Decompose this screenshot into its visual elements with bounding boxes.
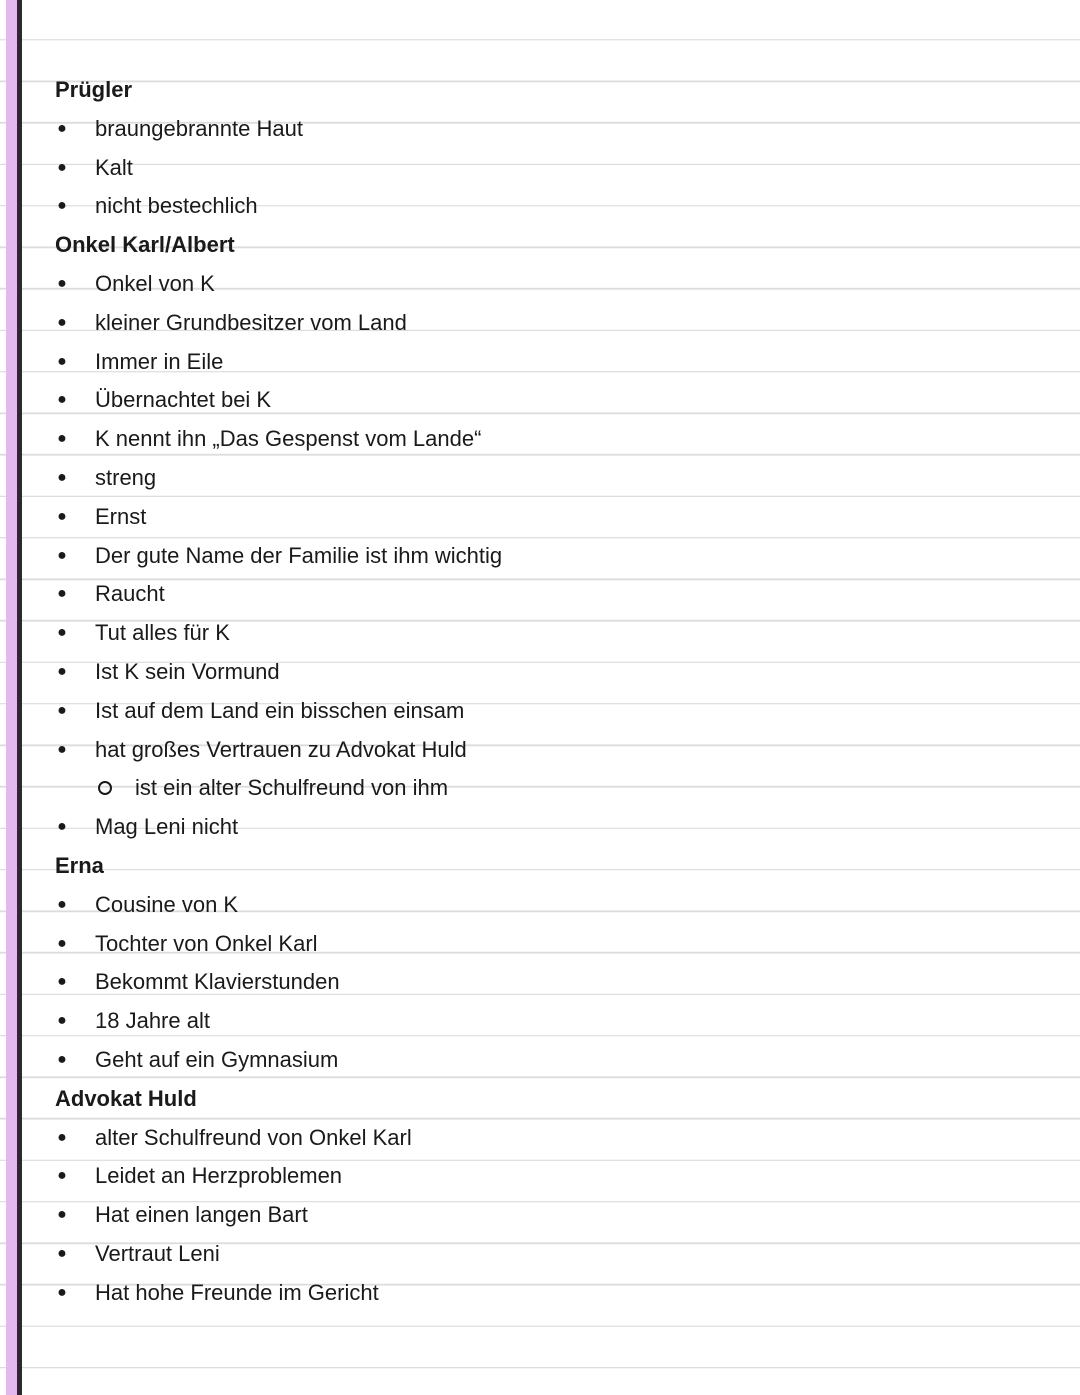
bullet-dot-icon: ● (57, 701, 67, 719)
bullet-item (55, 459, 1055, 498)
bullet-text: kleiner Grundbesitzer vom Land (95, 309, 407, 335)
bullet-dot-icon: ● (57, 468, 67, 486)
bullet-item (55, 1002, 1055, 1041)
bullet-dot-icon: ● (57, 585, 67, 603)
bullet-dot-icon: ● (57, 934, 67, 952)
bullet-item (55, 731, 1055, 770)
bullet-item (55, 537, 1055, 576)
bullet-item (55, 575, 1055, 614)
bullet-item (55, 925, 1055, 964)
sub-bullet-text: ist ein alter Schulfreund von ihm (135, 775, 449, 801)
bullet-item (55, 653, 1055, 692)
bullet-item (55, 1119, 1055, 1158)
bullet-dot-icon: ● (57, 391, 67, 409)
bullet-dot-icon: ● (57, 313, 67, 331)
bullet-dot-icon: ● (57, 1206, 67, 1224)
bullet-text: hat großes Vertrauen zu Advokat Huld (95, 736, 467, 762)
bullet-text: Hat hohe Freunde im Gericht (95, 1279, 379, 1305)
bullet-text: Mag Leni nicht (95, 814, 239, 840)
bullet-text: K nennt ihn „Das Gespenst vom Lande“ (95, 426, 482, 452)
bullet-item (55, 963, 1055, 1002)
bullet-text: Kalt (95, 154, 133, 180)
bullet-dot-icon: ● (57, 1050, 67, 1068)
bullet-text: Cousine von K (95, 891, 239, 917)
bullet-dot-icon: ● (57, 197, 67, 215)
bullet-text: Ist auf dem Land ein bisschen einsam (95, 697, 465, 723)
bullet-item (55, 149, 1055, 188)
bullet-item (55, 1196, 1055, 1235)
bullet-dot-icon: ● (57, 352, 67, 370)
notes-content (55, 71, 1055, 1313)
sub-bullet-item (55, 769, 1055, 808)
bullet-item (55, 886, 1055, 925)
bullet-text: Immer in Eile (95, 348, 224, 374)
bullet-text: Hat einen langen Bart (95, 1202, 308, 1228)
bullet-text: braungebrannte Haut (95, 115, 303, 141)
bullet-text: Der gute Name der Familie ist ihm wichtig (95, 542, 503, 568)
bullet-item (55, 265, 1055, 304)
bullet-dot-icon: ● (57, 1244, 67, 1262)
bullet-dot-icon: ● (57, 274, 67, 292)
section-heading: Onkel Karl/Albert (55, 232, 235, 258)
bullet-item (55, 381, 1055, 420)
bullet-text: Geht auf ein Gymnasium (95, 1046, 339, 1072)
bullet-text: 18 Jahre alt (95, 1008, 210, 1034)
bullet-text: alter Schulfreund von Onkel Karl (95, 1124, 412, 1150)
bullet-dot-icon: ● (57, 740, 67, 758)
bullet-text: Raucht (95, 581, 165, 607)
bullet-dot-icon: ● (57, 662, 67, 680)
bullet-text: Onkel von K (95, 270, 215, 296)
bullet-dot-icon: ● (57, 895, 67, 913)
margin-line-dark (17, 0, 22, 1395)
bullet-item (55, 808, 1055, 847)
bullet-item (55, 420, 1055, 459)
bullet-dot-icon: ● (57, 973, 67, 991)
bullet-dot-icon: ● (57, 1283, 67, 1301)
bullet-text: Bekommt Klavierstunden (95, 969, 340, 995)
bullet-text: nicht bestechlich (95, 193, 258, 219)
hollow-bullet-icon (98, 781, 112, 795)
bullet-item (55, 1274, 1055, 1313)
bullet-text: Ist K sein Vormund (95, 658, 280, 684)
bullet-text: Vertraut Leni (95, 1240, 220, 1266)
bullet-text: streng (95, 464, 157, 490)
bullet-dot-icon: ● (57, 119, 67, 137)
bullet-item (55, 1041, 1055, 1080)
bullet-item (55, 498, 1055, 537)
bullet-text: Übernachtet bei K (95, 387, 272, 413)
bullet-dot-icon: ● (57, 1012, 67, 1030)
bullet-dot-icon: ● (57, 430, 67, 448)
bullet-dot-icon: ● (57, 546, 67, 564)
bullet-text: Tochter von Onkel Karl (95, 930, 318, 956)
bullet-dot-icon: ● (57, 1167, 67, 1185)
bullet-dot-icon: ● (57, 1128, 67, 1146)
section-heading: Erna (55, 852, 104, 878)
bullet-text: Tut alles für K (95, 620, 230, 646)
bullet-item (55, 692, 1055, 731)
section-heading: Advokat Huld (55, 1085, 197, 1111)
bullet-item (55, 1235, 1055, 1274)
bullet-text: Leidet an Herzproblemen (95, 1163, 343, 1189)
section-heading: Prügler (55, 77, 133, 102)
bullet-item (55, 343, 1055, 382)
bullet-dot-icon: ● (57, 158, 67, 176)
bullet-item (55, 187, 1055, 226)
bullet-item (55, 304, 1055, 343)
bullet-item (55, 1157, 1055, 1196)
bullet-dot-icon: ● (57, 507, 67, 525)
bullet-dot-icon: ● (57, 818, 67, 836)
bullet-item (55, 614, 1055, 653)
bullet-text: Ernst (95, 503, 147, 529)
bullet-item (55, 110, 1055, 149)
bullet-dot-icon: ● (57, 624, 67, 642)
